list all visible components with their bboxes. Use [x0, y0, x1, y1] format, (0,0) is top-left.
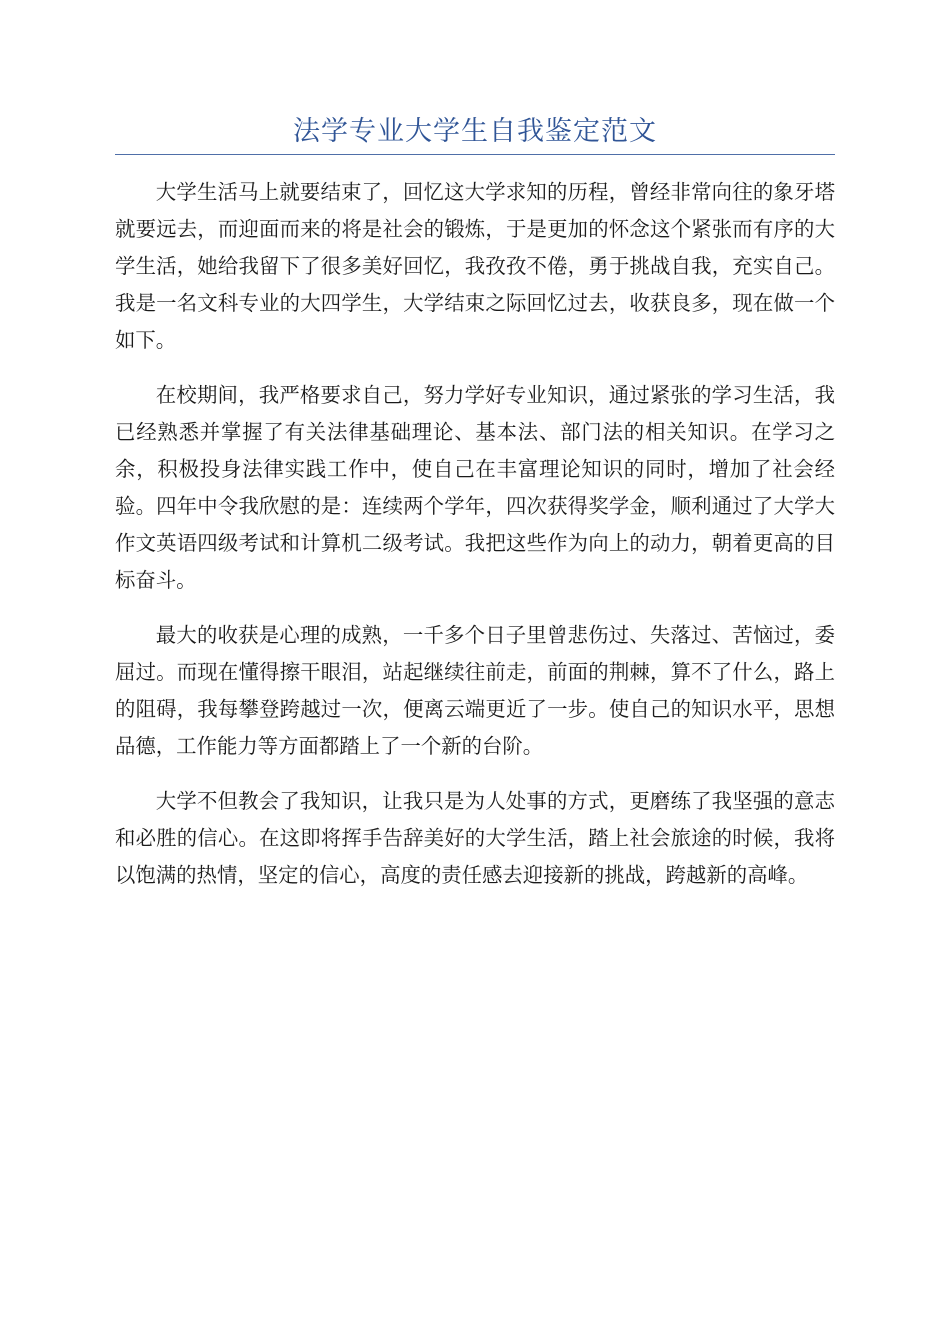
document-title: 法学专业大学生自我鉴定范文: [293, 116, 657, 147]
document-body: [115, 174, 835, 912]
paragraph-3: 最大的收获是心理的成熟，一千多个日子里曾悲伤过、失落过、苦恼过，委屈过。而现在懂得擦干眼泪，站起继续往前走，前面的荆棘，算不了什么，路上的阻碍，我每攀登跨越过一次，便离云端更近了一步。使自己的知识水平，思想品德，工作能力等方面都踏上了一个新的台阶。: [115, 623, 835, 758]
title-underline: [115, 154, 835, 155]
paragraph-2: 在校期间，我严格要求自己，努力学好专业知识，通过紧张的学习生活，我已经熟悉并掌握了有关法律基础理论、基本法、部门法的相关知识。在学习之余，积极投身法律实践工作中，使自己在丰富理论知识的同时，增加了社会经验。四年中令我欣慰的是：连续两个学年，四次获得奖学金，顺利通过了大学大作文英语四级考试和计算机二级考试。我把这些作为向上的动力，朝着更高的目标奋斗。: [115, 383, 835, 592]
paragraph-1: 大学生活马上就要结束了，回忆这大学求知的历程，曾经非常向往的象牙塔就要远去，而迎面而来的将是社会的锻炼，于是更加的怀念这个紧张而有序的大学生活，她给我留下了很多美好回忆，我孜孜不倦，勇于挑战自我，充实自己。我是一名文科专业的大四学生，大学结束之际回忆过去，收获良多，现在做一个如下。: [115, 180, 835, 352]
paragraph-4: 大学不但教会了我知识，让我只是为人处事的方式，更磨练了我坚强的意志和必胜的信心。在这即将挥手告辞美好的大学生活，踏上社会旅途的时候，我将以饱满的热情，坚定的信心，高度的责任感去迎接新的挑战，跨越新的高峰。: [115, 789, 835, 887]
